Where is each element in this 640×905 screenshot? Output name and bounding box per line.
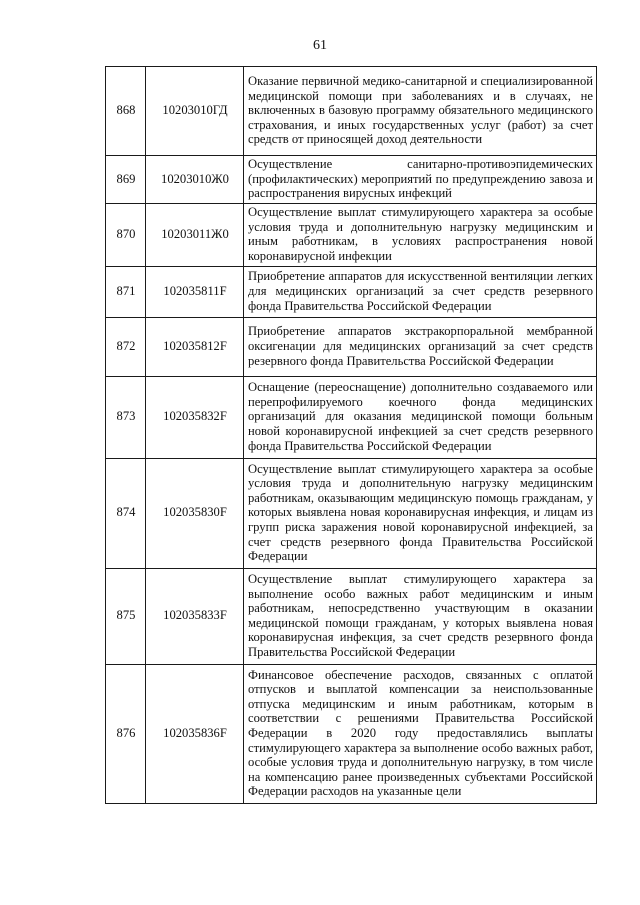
expense-description: Осуществление выплат стимулирующего характера за особые условия труда и дополнительную нагрузку медицинским и иным работникам, в условиях распространения новой коронавирусной инфекции bbox=[244, 203, 597, 266]
expense-description: Приобретение аппаратов экстракорпоральной мембранной оксигенации для медицинских организаций за счет средств резервного фонда Правительства Российской Федерации bbox=[244, 317, 597, 376]
row-number: 873 bbox=[106, 376, 146, 458]
table-row bbox=[106, 458, 597, 568]
classification-code: 102035812F bbox=[146, 317, 244, 376]
table-row bbox=[106, 317, 597, 376]
budget-codes-table bbox=[105, 66, 597, 804]
expense-description: Приобретение аппаратов для искусственной вентиляции легких для медицинских организаций за счет средств резервного фонда Правительства Российской Федерации bbox=[244, 266, 597, 317]
classification-code: 102035811F bbox=[146, 266, 244, 317]
row-number: 874 bbox=[106, 458, 146, 568]
table-row bbox=[106, 376, 597, 458]
table-row bbox=[106, 664, 597, 803]
expense-description: Осуществление санитарно-противоэпидемических (профилактических) мероприятий по предупреждению завоза и распространения вирусных инфекций bbox=[244, 156, 597, 204]
table-row bbox=[106, 67, 597, 156]
classification-code: 10203011Ж0 bbox=[146, 203, 244, 266]
row-number: 871 bbox=[106, 266, 146, 317]
classification-code: 102035830F bbox=[146, 458, 244, 568]
classification-code: 102035832F bbox=[146, 376, 244, 458]
row-number: 876 bbox=[106, 664, 146, 803]
table-row bbox=[106, 156, 597, 204]
classification-code: 102035833F bbox=[146, 568, 244, 664]
row-number: 869 bbox=[106, 156, 146, 204]
classification-code: 102035836F bbox=[146, 664, 244, 803]
row-number: 875 bbox=[106, 568, 146, 664]
table-row bbox=[106, 266, 597, 317]
row-number: 870 bbox=[106, 203, 146, 266]
expense-description: Оснащение (переоснащение) дополнительно создаваемого или перепрофилируемого коечного фонда медицинских организаций для оказания медицинской помощи больным новой коронавирусной инфекцией за счет средств резервного фонда Правительства Российской Федерации bbox=[244, 376, 597, 458]
expense-description: Финансовое обеспечение расходов, связанных с оплатой отпусков и выплатой компенсации за неиспользованные отпуска медицинским и иным работникам, которым в соответствии с решениями Правительства Российской Федерации в 2020 году предоставлялись выплаты стимулирующего характера за выполнение особо важных работ, особые условия труда и дополнительную нагрузку, в том числе на компенсацию ранее произведенных субъектами Российской Федерации расходов на указанные цели bbox=[244, 664, 597, 803]
expense-description: Осуществление выплат стимулирующего характера за особые условия труда и дополнительную нагрузку медицинским работникам, оказывающим медицинскую помощь гражданам, у которых выявлена новая коронавирусная инфекция, и лицам из групп риска заражения новой коронавирусной инфекцией, за счет средств резервного фонда Правительства Российской Федерации bbox=[244, 458, 597, 568]
row-number: 868 bbox=[106, 67, 146, 156]
classification-code: 10203010Ж0 bbox=[146, 156, 244, 204]
page-number: 61 bbox=[313, 38, 327, 53]
expense-description: Оказание первичной медико-санитарной и специализированной медицинской помощи при заболеваниях и в случаях, не включенных в базовую программу обязательного медицинского страхования, и иных государственных услуг (работ) за счет средств от приносящей доход деятельности bbox=[244, 67, 597, 156]
table-row bbox=[106, 568, 597, 664]
table-row bbox=[106, 203, 597, 266]
classification-code: 10203010ГД bbox=[146, 67, 244, 156]
row-number: 872 bbox=[106, 317, 146, 376]
expense-description: Осуществление выплат стимулирующего характера за выполнение особо важных работ медицинским и иным работникам, непосредственно участвующим в оказании медицинской помощи гражданам, у которых выявлена новая коронавирусная инфекция, за счет средств резервного фонда Правительства Российской Федерации bbox=[244, 568, 597, 664]
